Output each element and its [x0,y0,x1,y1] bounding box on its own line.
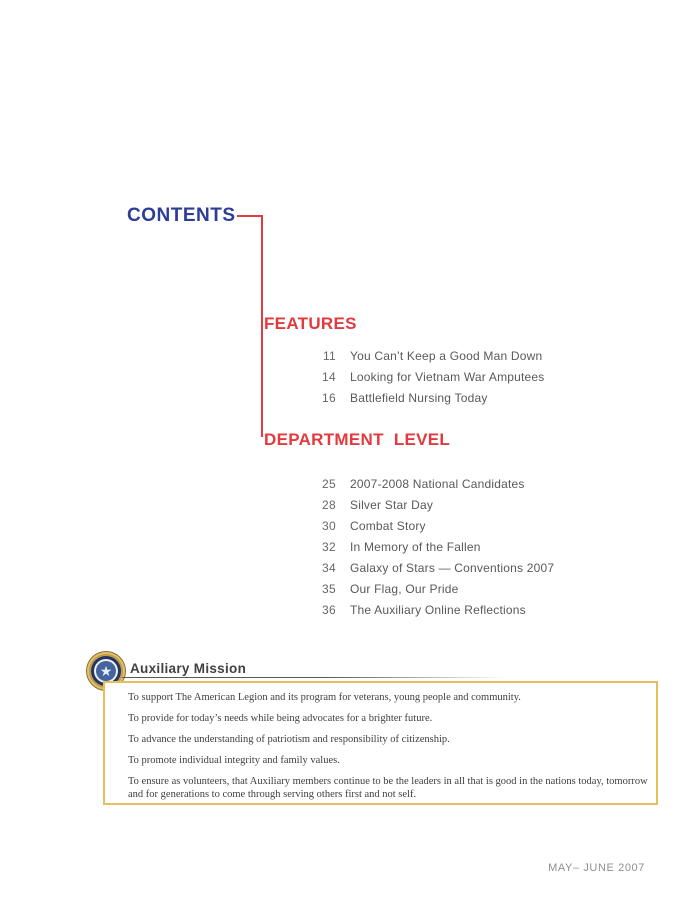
emblem-white-ring [94,659,118,683]
mission-heading-underline [122,677,658,678]
article-title: Silver Star Day [350,498,434,512]
toc-row [308,520,554,533]
page-number: 25 [322,477,336,491]
article-title: Looking for Vietnam War Amputees [350,370,545,384]
red-connector-line-horizontal [237,215,263,217]
toc-row [308,541,554,554]
page-number: 32 [322,540,336,554]
toc-row [308,604,554,617]
page-number: 30 [322,519,336,533]
mission-statements-box [103,681,658,805]
page-number: 16 [322,391,336,405]
toc-row [308,562,554,575]
article-title: Our Flag, Our Pride [350,582,459,596]
mission-statement: To promote individual integrity and family values. [128,755,340,766]
page-number: 35 [322,582,336,596]
department-level-heading: DEPARTMENT LEVEL [264,430,451,449]
toc-row [308,350,545,363]
article-title: You Can’t Keep a Good Man Down [350,349,543,363]
issue-date-label: MAY– JUNE 2007 [548,862,645,874]
star-icon: ★ [96,661,116,681]
department-level-list [308,478,554,617]
article-title: In Memory of the Fallen [350,540,481,554]
article-title: Battlefield Nursing Today [350,391,488,405]
article-title: 2007-2008 National Candidates [350,477,525,491]
mission-statement: To advance the understanding of patriotism and responsibility of citizenship. [128,734,450,745]
toc-row [308,392,545,405]
page-number: 34 [322,561,336,575]
article-title: Galaxy of Stars — Conventions 2007 [350,561,555,575]
toc-row [308,371,545,384]
page-title: CONTENTS [127,205,236,226]
mission-statement: To provide for today’s needs while being advocates for a brighter future. [128,713,433,724]
page-number: 11 [322,349,336,363]
mission-heading: Auxiliary Mission [130,661,247,676]
page-number: 14 [322,370,336,384]
features-list [308,350,545,405]
article-title: Combat Story [350,519,426,533]
toc-row [308,499,554,512]
article-title: The Auxiliary Online Reflections [350,603,526,617]
features-heading: FEATURES [264,314,357,333]
toc-row [308,583,554,596]
toc-row [308,478,554,491]
red-connector-line-vertical [261,215,263,437]
mission-statement: To support The American Legion and its program for veterans, young people and community. [128,692,521,703]
mission-statement: To ensure as volunteers, that Auxiliary members continue to be the leaders in all that is good in the nations today, tomorrow and for generations to come through serving others first and not self. [128,776,648,800]
page-number: 36 [322,603,336,617]
page-number: 28 [322,498,336,512]
